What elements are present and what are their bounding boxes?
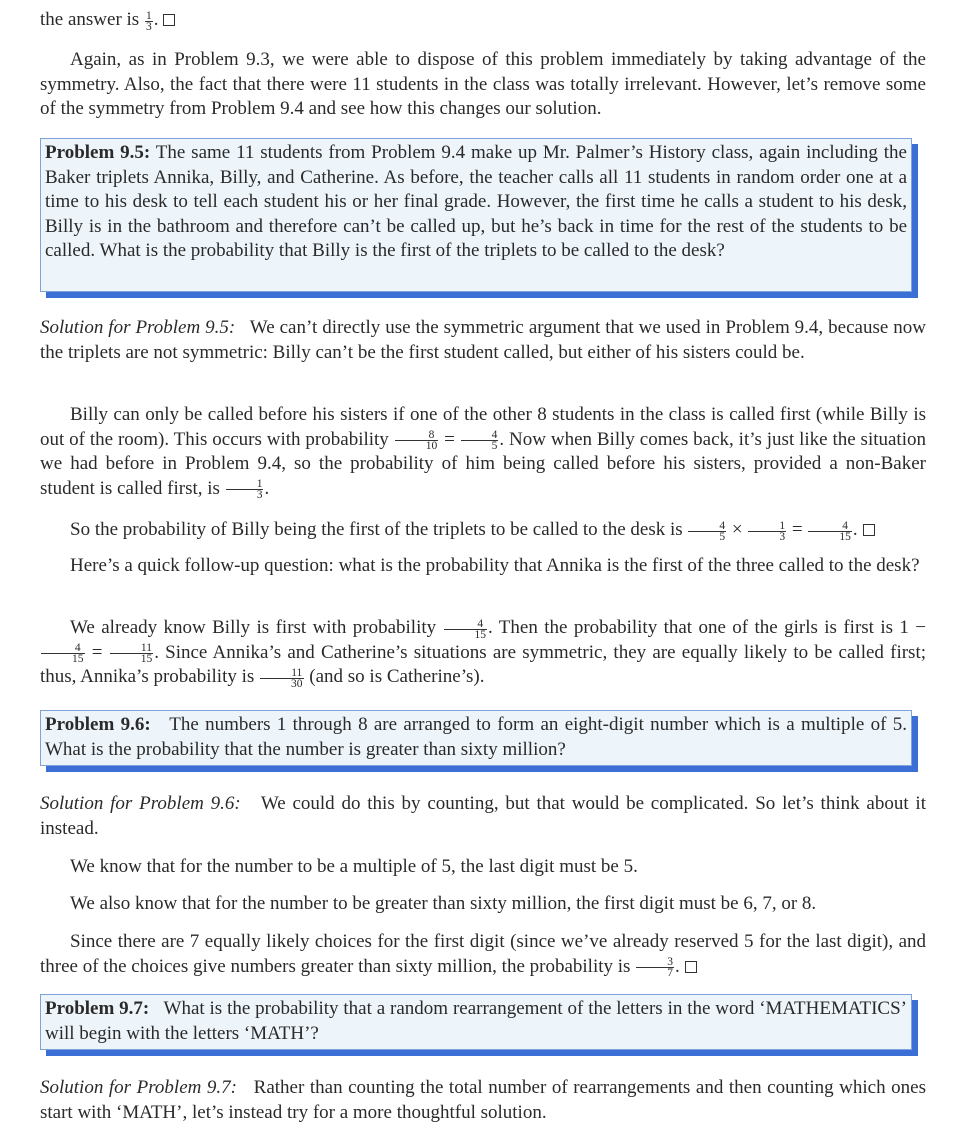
intro-paragraph: Again, as in Problem 9.3, we were able to dispose of this problem immediately by taking advantage of the symmetry. Also, the fact that there were 11 students in the class was totally irrelevant. However, let’s remove some of the symmetry from Problem 9.4 and see how this changes our solution. [40, 49, 926, 119]
denominator: 5 [719, 530, 726, 543]
solution-9-5-para3 [40, 518, 926, 543]
denominator: 7 [667, 967, 673, 980]
denominator: 10 [425, 440, 438, 453]
solution-text: Rather than counting the total number of rearrangements and then counting which ones start with ‘MATH’, let’s instead try for a more thoughtful solution. [40, 1077, 926, 1123]
punct: . [852, 519, 858, 540]
solution-label: Solution for Problem 9.6: [40, 793, 241, 814]
denominator: 5 [491, 440, 498, 453]
denominator: 15 [839, 530, 851, 543]
fraction [688, 521, 726, 542]
equals: = [91, 641, 103, 663]
denominator: 15 [72, 653, 84, 666]
numerator: 4 [444, 619, 488, 630]
punct: . [264, 477, 270, 499]
numerator: 1 [226, 479, 264, 490]
text: (and so is Catherine’s). [309, 666, 485, 687]
numerator: 1 [145, 9, 152, 22]
problem-text: What is the probability that a random rearrangement of the letters in the word ‘MATHEMATICS’ will begin with the letters ‘MATH’? [45, 998, 907, 1044]
punct: . [674, 955, 680, 977]
text: . Now when Billy comes back, it’s just like the situation we had before in Problem 9.4, so the probability of him being called before his sisters, provided a non-Baker student is called first, is [40, 428, 926, 499]
numerator: 4 [688, 521, 726, 532]
solution-9-7 [40, 1076, 926, 1125]
numerator: 4 [461, 430, 499, 441]
solution-9-5-para4: Here’s a quick follow-up question: what is the probability that Annika is the first of the three called to the desk? [70, 555, 920, 576]
equals: = [444, 428, 455, 450]
numerator: 4 [808, 521, 852, 532]
text: . Since Annika’s and Catherine’s situations are symmetric, they are equally likely to be called first; thus, Annika’s probability is [40, 641, 927, 687]
solution-9-6-para4 [40, 930, 926, 979]
problem-9-5-box [40, 138, 912, 292]
solution-9-6-para3: We also know that for the number to be greater than sixty million, the first digit must be 6, 7, or 8. [70, 893, 817, 914]
qed-square-icon [163, 14, 175, 26]
solution-9-5-para2 [40, 403, 926, 501]
problem-text: The numbers 1 through 8 are arranged to form an eight-digit number which is a multiple of 5. What is the probability that the number is greater than sixty million? [45, 714, 907, 760]
solution-label: Solution for Problem 9.5: [40, 317, 236, 338]
solution-9-6 [40, 792, 926, 841]
problem-label: Problem 9.7: [45, 998, 150, 1019]
solution-label: Solution for Problem 9.7: [40, 1077, 237, 1098]
solution-text: We could do this by counting, but that would be complicated. So let’s think about it instead. [40, 793, 926, 839]
problem-label: Problem 9.6: [45, 714, 151, 735]
fraction [395, 430, 439, 451]
solution-text: We can’t directly use the symmetric argument that we used in Problem 9.4, because now the triplets are not symmetric: Billy can’t be the first student called, but either of his sisters could be. [40, 317, 926, 363]
equals: = [791, 519, 803, 540]
denominator: 30 [291, 677, 303, 690]
answer-line [40, 8, 926, 33]
solution-9-5 [40, 316, 926, 365]
qed-square-icon [685, 961, 697, 973]
fraction [41, 643, 85, 664]
solution-9-5-para5 [40, 616, 926, 690]
fraction [444, 619, 488, 640]
solution-9-6-para2: We know that for the number to be a multiple of 5, the last digit must be 5. [70, 856, 638, 877]
numerator: 11 [110, 643, 154, 654]
fraction [461, 430, 499, 451]
denominator: 15 [140, 653, 153, 666]
denominator: 15 [474, 628, 487, 641]
qed-square-icon [863, 524, 875, 536]
problem-text: The same 11 students from Problem 9.4 make up Mr. Palmer’s History class, again including the Baker triplets Annika, Billy, and Catherine. As before, the teacher calls all 11 students in random order one at a time to his desk to tell each student his or her final grade. However, the first time he calls a student to his desk, Billy is in the bathroom and therefore can’t be called up, but he’s back in time for the rest of the students to be called. What is the probability that Billy is the first of the triplets to be called to the desk? [45, 142, 907, 261]
punct: . [153, 9, 159, 30]
numerator: 3 [636, 957, 674, 968]
numerator: 8 [395, 430, 439, 441]
fraction [145, 11, 153, 32]
fraction [636, 957, 674, 978]
fraction [260, 668, 304, 689]
problem-label: Problem 9.5: [45, 142, 151, 163]
fraction [748, 521, 786, 542]
text: We already know Billy is first with probability [70, 617, 437, 638]
numerator: 11 [260, 668, 304, 679]
text: . Then the probability that one of the girls is first is 1 − [488, 617, 926, 638]
problem-9-5 [45, 141, 907, 264]
answer-text: the answer is [40, 9, 140, 30]
numerator: 1 [748, 521, 786, 532]
problem-9-7-box [40, 994, 912, 1050]
problem-9-6 [45, 713, 907, 762]
fraction [110, 643, 154, 664]
text: So the probability of Billy being the first of the triplets to be called to the desk is [70, 519, 683, 540]
text: Billy can only be called before his sisters if one of the other 8 students in the class is called first (while Billy is out of the room). This occurs with probability [40, 404, 926, 450]
text: Since there are 7 equally likely choices for the first digit (since we’ve already reserved 5 for the last digit), and three of the choices give numbers greater than sixty million, the probability is [40, 931, 926, 977]
problem-9-6-box [40, 710, 912, 766]
denominator: 3 [256, 489, 263, 502]
fraction [226, 479, 264, 500]
denominator: 3 [145, 20, 152, 33]
problem-9-7 [45, 997, 907, 1046]
fraction [808, 521, 852, 542]
times: × [731, 519, 743, 540]
denominator: 3 [779, 530, 786, 543]
numerator: 4 [41, 643, 85, 654]
